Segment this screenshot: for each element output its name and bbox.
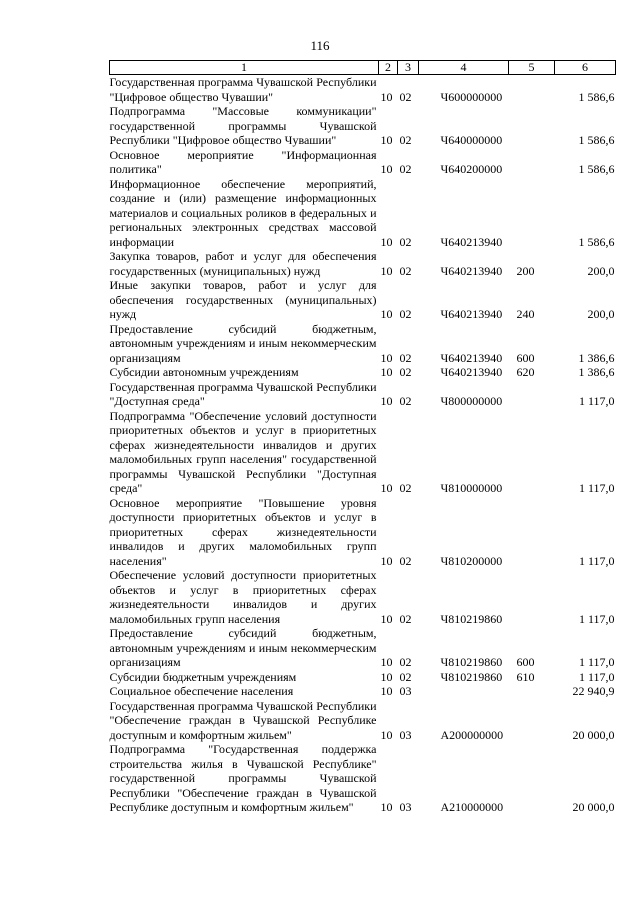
row-target-article: Ч810200000 bbox=[440, 553, 503, 568]
row-section: 10 bbox=[380, 365, 393, 379]
row-expense-type bbox=[509, 380, 555, 409]
row-section: 10 bbox=[380, 89, 393, 104]
row-expense-type bbox=[509, 742, 555, 815]
row-amount: 1 117,0 bbox=[578, 611, 615, 626]
row-section: 10 bbox=[380, 611, 393, 626]
row-target-article: Ч810219860 bbox=[440, 611, 503, 626]
row-section: 10 bbox=[380, 133, 393, 147]
table-row bbox=[110, 278, 616, 322]
table-row bbox=[110, 496, 616, 569]
row-subsection: 02 bbox=[399, 162, 412, 176]
row-subsection: 02 bbox=[399, 365, 412, 379]
row-target-article: Ч810219860 bbox=[440, 669, 503, 684]
row-expense-type: 200 bbox=[516, 263, 535, 278]
row-subsection: 02 bbox=[399, 481, 412, 495]
row-subsection: 02 bbox=[399, 655, 412, 669]
row-section: 10 bbox=[380, 263, 393, 278]
row-name: Основное мероприятие "Информационная политика" bbox=[109, 147, 377, 176]
header-row bbox=[110, 61, 616, 75]
table-row bbox=[110, 742, 616, 815]
row-name: Субсидии автономным учреждениям bbox=[109, 365, 299, 379]
row-subsection: 02 bbox=[399, 89, 412, 104]
row-section: 10 bbox=[380, 684, 393, 698]
row-expense-type bbox=[509, 496, 555, 569]
header-col-amount: 6 bbox=[555, 61, 616, 75]
row-subsection: 02 bbox=[399, 611, 412, 626]
table-row bbox=[110, 409, 616, 496]
row-amount: 200,0 bbox=[587, 307, 615, 321]
row-subsection: 02 bbox=[399, 669, 412, 684]
row-amount: 1 117,0 bbox=[578, 669, 615, 684]
row-expense-type bbox=[509, 104, 555, 148]
row-amount: 1 117,0 bbox=[578, 481, 615, 495]
row-expense-type: 610 bbox=[516, 669, 535, 684]
header-col-subsection: 3 bbox=[398, 61, 419, 75]
row-target-article: Ч600000000 bbox=[440, 89, 503, 104]
row-subsection: 03 bbox=[399, 800, 412, 814]
row-expense-type bbox=[509, 148, 555, 177]
row-subsection: 02 bbox=[399, 394, 412, 408]
table-row bbox=[110, 699, 616, 743]
row-section: 10 bbox=[380, 800, 393, 814]
row-name: Государственная программа Чувашской Республики "Обеспечение граждан в Чувашской Республике доступным и комфортным жильем" bbox=[109, 698, 377, 742]
table-row bbox=[110, 322, 616, 366]
row-expense-type: 240 bbox=[516, 307, 535, 321]
row-name: Информационное обеспечение мероприятий, создание и (или) размещение информационных материалов и социальных роликов в федеральных и региональных электронных средствах массовой информации bbox=[109, 176, 377, 249]
row-name: Государственная программа Чувашской Республики "Доступная среда" bbox=[109, 379, 377, 408]
table-row bbox=[110, 104, 616, 148]
row-name: Субсидии бюджетным учреждениям bbox=[109, 669, 297, 684]
table-row bbox=[110, 365, 616, 380]
table-row bbox=[110, 249, 616, 278]
row-target-article: Ч640213940 bbox=[440, 350, 503, 365]
row-section: 10 bbox=[380, 655, 393, 669]
row-section: 10 bbox=[380, 553, 393, 568]
row-amount: 1 386,6 bbox=[578, 350, 615, 365]
row-target-article: Ч640213940 bbox=[440, 234, 503, 249]
row-amount: 22 940,9 bbox=[572, 684, 615, 698]
row-subsection: 03 bbox=[399, 727, 412, 742]
row-subsection: 02 bbox=[399, 263, 412, 278]
row-expense-type bbox=[509, 177, 555, 250]
row-name: Социальное обеспечение населения bbox=[109, 684, 294, 698]
row-subsection: 02 bbox=[399, 350, 412, 365]
row-name: Государственная программа Чувашской Республики "Цифровое общество Чувашии" bbox=[109, 75, 377, 104]
row-expense-type bbox=[509, 684, 555, 699]
row-amount: 20 000,0 bbox=[572, 800, 615, 814]
row-target-article: Ч640213940 bbox=[440, 263, 503, 278]
row-expense-type: 600 bbox=[516, 655, 535, 669]
row-target-article: Ч810000000 bbox=[440, 481, 503, 495]
page-number: 116 bbox=[310, 38, 330, 53]
row-expense-type bbox=[509, 75, 555, 105]
row-target-article: А200000000 bbox=[440, 727, 504, 742]
row-section: 10 bbox=[380, 234, 393, 249]
row-amount: 1 117,0 bbox=[578, 655, 615, 669]
row-subsection: 02 bbox=[399, 307, 412, 321]
table-row bbox=[110, 684, 616, 699]
row-name: Подпрограмма "Государственная поддержка строительства жилья в Чувашской Республике" государственной программы Чувашской Республики "Обеспечение граждан в Чувашской Республике доступным и комфортным жильем" bbox=[109, 742, 377, 814]
row-name: Подпрограмма "Массовые коммуникации" государственной программы Чувашской Республики "Цифровое общество Чувашии" bbox=[109, 104, 377, 147]
row-amount: 200,0 bbox=[587, 263, 615, 278]
row-section: 10 bbox=[380, 669, 393, 684]
row-target-article: Ч640213940 bbox=[440, 307, 503, 321]
row-name: Закупка товаров, работ и услуг для обеспечения государственных (муниципальных) нужд bbox=[109, 249, 377, 278]
row-expense-type: 620 bbox=[516, 365, 535, 379]
row-amount: 1 586,6 bbox=[578, 234, 615, 249]
row-expense-type bbox=[509, 409, 555, 496]
row-target-article: Ч640000000 bbox=[440, 133, 503, 147]
row-section: 10 bbox=[380, 307, 393, 321]
row-section: 10 bbox=[380, 481, 393, 495]
row-name: Предоставление субсидий бюджетным, автономным учреждениям и иным некоммерческим организациям bbox=[109, 626, 377, 669]
row-name: Иные закупки товаров, работ и услуг для обеспечения государственных (муниципальных) нужд bbox=[109, 278, 377, 321]
row-expense-type bbox=[509, 699, 555, 743]
budget-table bbox=[109, 60, 616, 815]
table-row bbox=[110, 380, 616, 409]
row-expense-type bbox=[509, 568, 555, 626]
table-row bbox=[110, 568, 616, 626]
row-subsection: 03 bbox=[399, 684, 412, 698]
row-amount: 1 117,0 bbox=[578, 553, 615, 568]
row-name: Основное мероприятие "Повышение уровня доступности приоритетных объектов и услуг в приоритетных сферах жизнедеятельности инвалидов и других маломобильных групп населения" bbox=[109, 495, 377, 568]
row-subsection: 02 bbox=[399, 553, 412, 568]
row-target-article: Ч800000000 bbox=[440, 394, 503, 408]
row-amount: 1 586,6 bbox=[578, 133, 615, 147]
row-subsection: 02 bbox=[399, 133, 412, 147]
table-header bbox=[110, 61, 616, 75]
row-section: 10 bbox=[380, 394, 393, 408]
row-expense-type: 600 bbox=[516, 350, 535, 365]
row-target-article: Ч640213940 bbox=[440, 365, 503, 379]
table-row bbox=[110, 148, 616, 177]
header-col-section: 2 bbox=[379, 61, 398, 75]
table-body bbox=[110, 75, 616, 815]
row-section: 10 bbox=[380, 727, 393, 742]
row-amount: 20 000,0 bbox=[572, 727, 615, 742]
row-amount: 1 586,6 bbox=[578, 162, 615, 176]
row-amount: 1 117,0 bbox=[578, 394, 615, 408]
row-name: Подпрограмма "Обеспечение условий доступности приоритетных объектов и услуг в приоритетных сферах жизнедеятельности инвалидов и других маломобильных групп населения" государственной программы Чувашской Республики "Доступная среда" bbox=[109, 408, 377, 495]
row-target-article: А210000000 bbox=[440, 800, 504, 814]
table-row bbox=[110, 626, 616, 670]
table-row bbox=[110, 177, 616, 250]
row-name: Предоставление субсидий бюджетным, автономным учреждениям и иным некоммерческим организациям bbox=[109, 321, 377, 365]
row-amount: 1 586,6 bbox=[578, 89, 615, 104]
row-target-article: Ч640200000 bbox=[440, 162, 503, 176]
row-target-article: Ч810219860 bbox=[440, 655, 503, 669]
header-col-name: 1 bbox=[110, 61, 379, 75]
row-amount: 1 386,6 bbox=[578, 365, 615, 379]
table-row bbox=[110, 75, 616, 105]
row-target-article bbox=[419, 684, 509, 699]
row-section: 10 bbox=[380, 350, 393, 365]
row-name: Обеспечение условий доступности приоритетных объектов и услуг в приоритетных сферах жизнедеятельности инвалидов и других маломобильных групп населения bbox=[109, 568, 377, 626]
row-section: 10 bbox=[380, 162, 393, 176]
row-subsection: 02 bbox=[399, 234, 412, 249]
table-row bbox=[110, 670, 616, 685]
header-col-expense-type: 5 bbox=[509, 61, 555, 75]
header-col-target-article: 4 bbox=[419, 61, 509, 75]
